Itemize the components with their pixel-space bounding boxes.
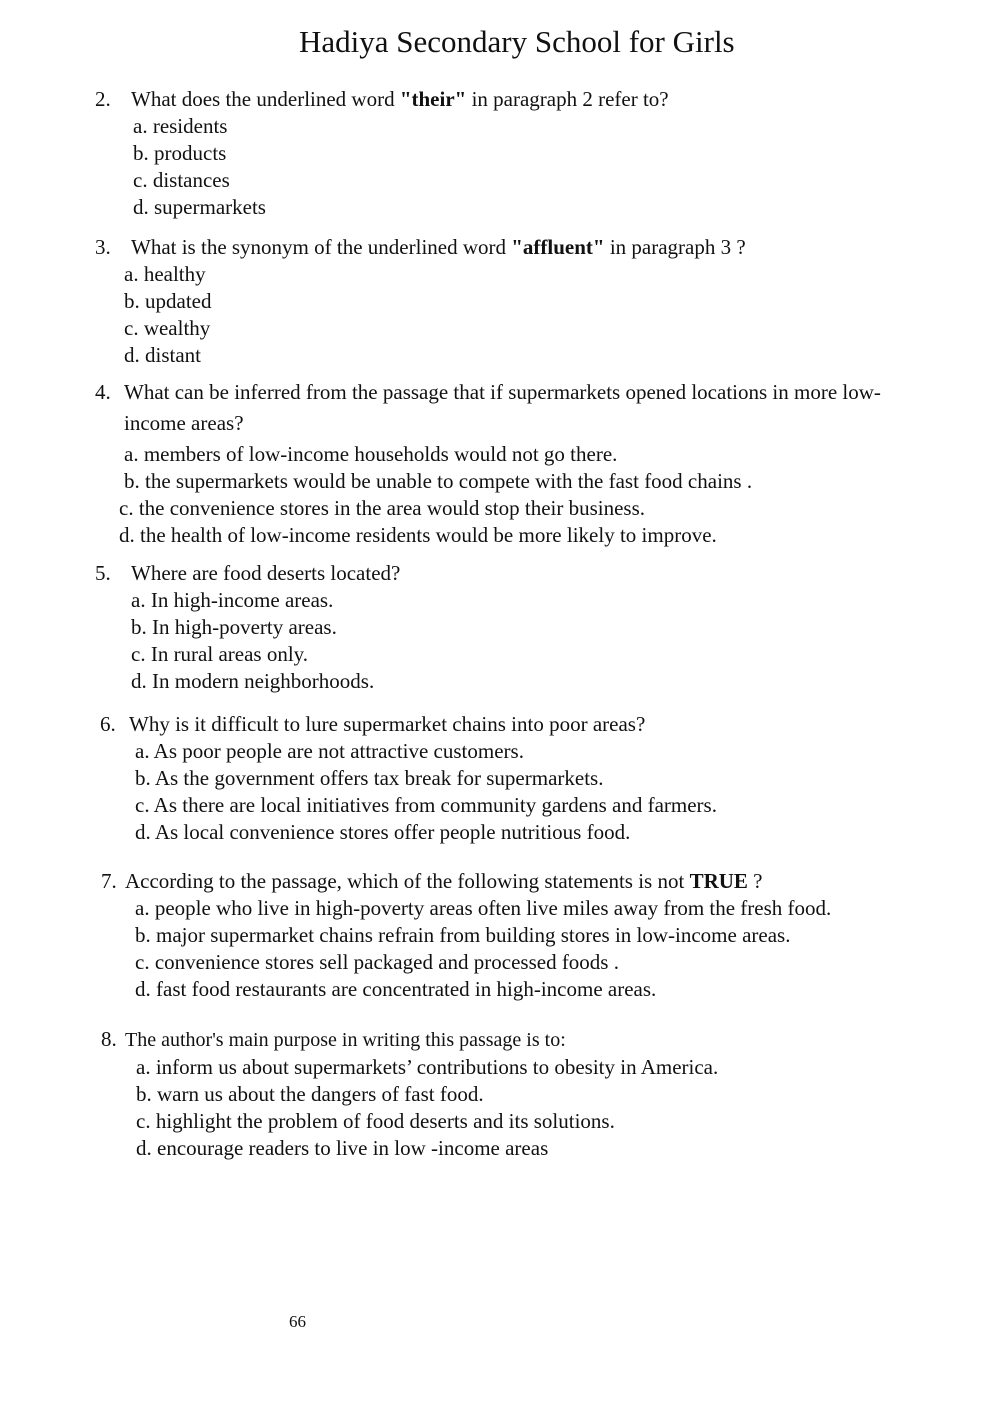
- question-stem: [95, 560, 400, 587]
- option-d: d. As local convenience stores offer people nutritious food.: [135, 820, 631, 844]
- question-7: [101, 868, 831, 1003]
- question-number: 5.: [95, 561, 111, 585]
- option-c: c. In rural areas only.: [131, 642, 309, 666]
- question-number: 3.: [95, 235, 111, 259]
- question-8: [101, 1026, 718, 1162]
- stem-text: Why is it difficult to lure supermarket chains into poor areas?: [129, 712, 646, 736]
- question-stem: [95, 86, 669, 113]
- stem-text: The author's main purpose in writing this passage is to:: [125, 1029, 566, 1051]
- option-b: b. major supermarket chains refrain from building stores in low-income areas.: [135, 923, 791, 947]
- question-2: [95, 86, 669, 221]
- page-number: 66: [289, 1312, 306, 1331]
- stem-text: Where are food deserts located?: [131, 561, 401, 585]
- option-c: c. wealthy: [124, 316, 211, 340]
- option-b: b. the supermarkets would be unable to compete with the fast food chains .: [124, 469, 753, 493]
- option-a: a. healthy: [124, 262, 206, 286]
- stem-text: What does the underlined word: [131, 87, 400, 111]
- option-a: a. As poor people are not attractive customers.: [135, 739, 524, 763]
- option-d: d. distant: [124, 343, 201, 367]
- option-b: b. As the government offers tax break for supermarkets.: [135, 766, 604, 790]
- option-c: c. the convenience stores in the area would stop their business.: [119, 496, 646, 520]
- option-d: d. encourage readers to live in low -income areas: [136, 1136, 549, 1160]
- question-number: 6.: [100, 712, 116, 736]
- option-d: d. fast food restaurants are concentrated in high-income areas.: [135, 977, 657, 1001]
- option-b: b. warn us about the dangers of fast food.: [136, 1082, 484, 1106]
- stem-text-line2: income areas?: [124, 411, 244, 435]
- question-stem: [101, 868, 831, 895]
- stem-bold-text: TRUE: [689, 869, 748, 893]
- stem-text: in paragraph 3 ?: [604, 235, 746, 259]
- stem-bold-text: "affluent": [511, 235, 605, 259]
- question-number: 2.: [95, 87, 111, 111]
- option-a: a. people who live in high-poverty areas often live miles away from the fresh food.: [135, 896, 832, 920]
- option-a: a. residents: [133, 114, 228, 138]
- option-d: d. supermarkets: [133, 195, 266, 219]
- option-b: b. products: [133, 141, 227, 165]
- page-title: Hadiya Secondary School for Girls: [299, 24, 735, 59]
- stem-text: What is the synonym of the underlined word: [131, 235, 512, 259]
- question-number: 8.: [101, 1027, 117, 1051]
- question-number: 4.: [95, 380, 111, 404]
- option-a: a. members of low-income households would not go there.: [124, 442, 618, 466]
- option-a: a. In high-income areas.: [131, 588, 334, 612]
- question-stem: [101, 1026, 718, 1054]
- option-b: b. updated: [124, 289, 212, 313]
- question-5: [95, 560, 400, 695]
- option-d: d. the health of low-income residents would be more likely to improve.: [119, 523, 717, 547]
- question-stem: [95, 234, 746, 261]
- option-c: c. As there are local initiatives from community gardens and farmers.: [135, 793, 717, 817]
- question-stem: [95, 377, 881, 408]
- stem-bold-text: "their": [399, 87, 467, 111]
- question-number: 7.: [101, 869, 117, 893]
- option-a: a. inform us about supermarkets’ contributions to obesity in America.: [136, 1055, 719, 1079]
- option-b: b. In high-poverty areas.: [131, 615, 337, 639]
- stem-text: ?: [747, 869, 763, 893]
- stem-text: What can be inferred from the passage that if supermarkets opened locations in more low-: [124, 380, 881, 404]
- question-6: [100, 711, 717, 846]
- question-4: [95, 377, 881, 549]
- option-c: c. distances: [133, 168, 230, 192]
- question-3: [95, 234, 746, 369]
- option-d: d. In modern neighborhoods.: [131, 669, 375, 693]
- option-c: c. convenience stores sell packaged and processed foods .: [135, 950, 619, 974]
- stem-text: According to the passage, which of the following statements is not: [125, 869, 690, 893]
- question-stem: [100, 711, 717, 738]
- stem-text: in paragraph 2 refer to?: [466, 87, 669, 111]
- option-c: c. highlight the problem of food deserts and its solutions.: [136, 1109, 615, 1133]
